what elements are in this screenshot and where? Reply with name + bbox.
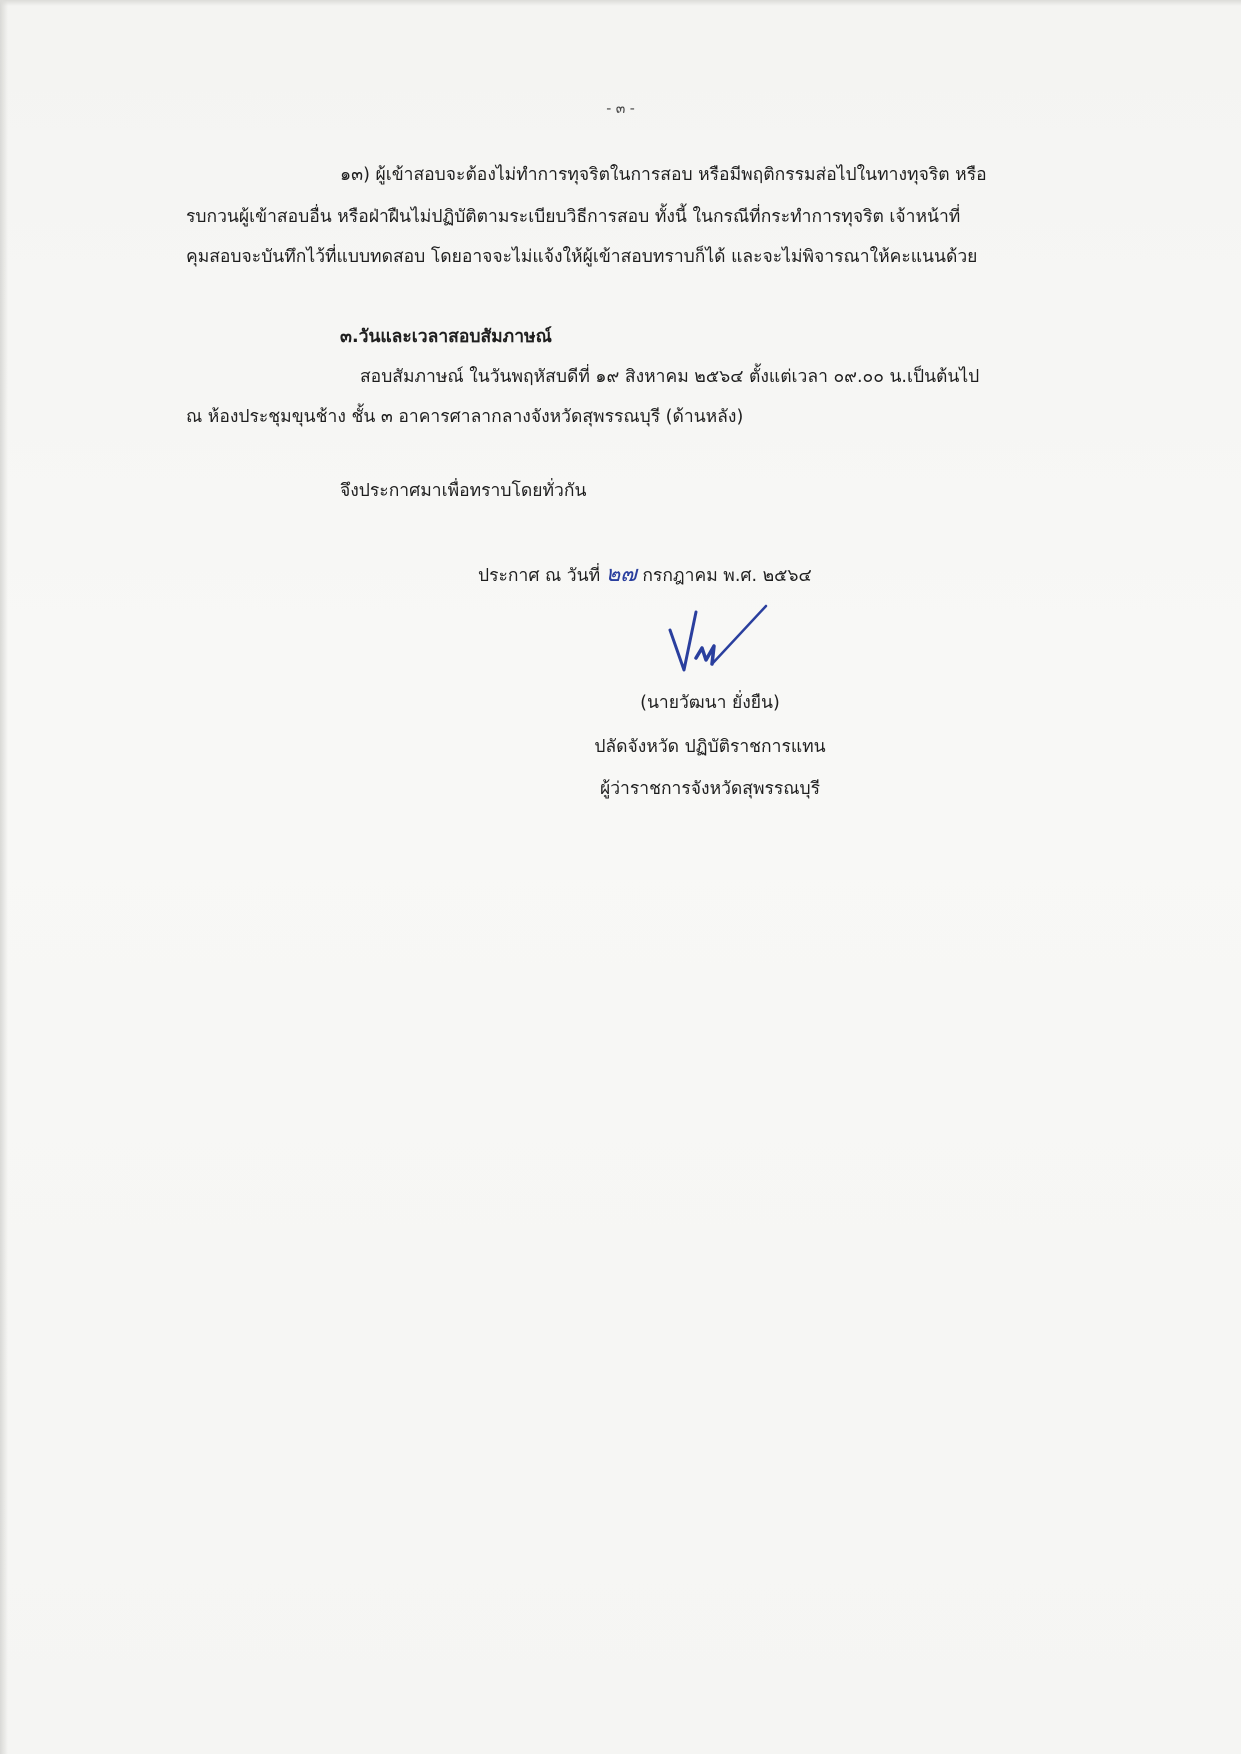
clause13-line3: คุมสอบจะบันทึกไว้ที่แบบทดสอบ โดยอาจจะไม่แจ้งให้ผู้เข้าสอบทราบก็ได้ และจะไม่พิจารณาให้คะแนนด้วย <box>186 247 978 267</box>
signature-image <box>662 598 772 678</box>
clause13-line2: รบกวนผู้เข้าสอบอื่น หรือฝ่าฝืนไม่ปฏิบัติตามระเบียบวิธีการสอบ ทั้งนี้ ในกรณีที่กระทำการทุจริต เจ้าหน้าที่ <box>186 207 961 227</box>
announce-suffix: กรกฎาคม พ.ศ. ๒๕๖๔ <box>642 566 812 586</box>
signatory-position1: ปลัดจังหวัด ปฏิบัติราชการแทน <box>594 737 826 757</box>
page-number: - ๓ - <box>606 101 635 117</box>
scan-edge-left <box>0 0 8 1754</box>
announce-date <box>478 562 812 589</box>
handwritten-day: ๒๗ <box>605 562 637 587</box>
scan-edge-top <box>0 0 1241 6</box>
closing-statement: จึงประกาศมาเพื่อทราบโดยทั่วกัน <box>340 481 587 501</box>
section3-line2: ณ ห้องประชุมขุนช้าง ชั้น ๓ อาคารศาลากลางจังหวัดสุพรรณบุรี (ด้านหลัง) <box>186 407 744 427</box>
section3-heading: ๓.วันและเวลาสอบสัมภาษณ์ <box>340 327 552 347</box>
announce-prefix: ประกาศ ณ วันที่ <box>478 566 601 586</box>
clause13-line1: ๑๓) ผู้เข้าสอบจะต้องไม่ทำการทุจริตในการสอบ หรือมีพฤติกรรมส่อไปในทางทุจริต หรือ <box>340 165 987 185</box>
signatory-name: (นายวัฒนา ยั่งยืน) <box>640 693 780 713</box>
signatory-position2: ผู้ว่าราชการจังหวัดสุพรรณบุรี <box>599 779 821 799</box>
section3-line1: สอบสัมภาษณ์ ในวันพฤหัสบดีที่ ๑๙ สิงหาคม ๒๕๖๔ ตั้งแต่เวลา ๐๙.๐๐ น.เป็นต้นไป <box>360 367 980 387</box>
